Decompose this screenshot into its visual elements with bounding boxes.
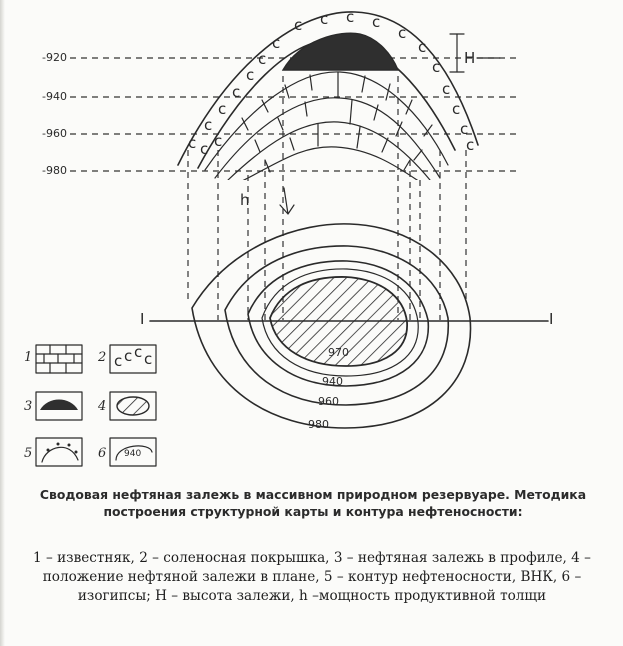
svg-text:c: c	[218, 100, 227, 118]
depth-labels	[42, 51, 67, 177]
legend-swatch-salt-cap	[110, 343, 156, 373]
svg-text:c: c	[204, 116, 213, 134]
figure-caption-title: Сводовая нефтяная залежь в массивном природном резервуаре. Методика построения структурной карты и контура нефтеносности:	[39, 487, 587, 519]
contour-label-970: 970	[328, 346, 349, 359]
legend-isohypse-label: 940	[124, 449, 142, 459]
svg-text:c: c	[134, 343, 143, 361]
svg-text:c: c	[452, 100, 461, 118]
svg-text:c: c	[114, 352, 123, 370]
svg-text:c: c	[258, 50, 267, 68]
svg-text:c: c	[398, 24, 407, 42]
label-h: h	[240, 191, 250, 209]
svg-text:c: c	[432, 58, 441, 76]
legend-num-3: 3	[24, 399, 33, 414]
legend-swatch-limestone	[36, 345, 82, 373]
depth-label-960: -960	[42, 127, 67, 140]
legend-num-6: 6	[98, 446, 107, 461]
section-label-left: I	[140, 310, 145, 328]
legend-swatch-oil-plan	[110, 392, 156, 420]
legend-num-1: 1	[24, 350, 33, 365]
svg-text:c: c	[188, 134, 197, 152]
limestone-beds	[205, 72, 451, 182]
legend-swatch-oil-profile	[36, 392, 82, 420]
label-H: H	[464, 49, 476, 67]
salt-cap-top	[178, 12, 478, 165]
legend	[24, 343, 156, 466]
figure-caption-legend: 1 – известняк, 2 – соленосная покрышка, 3 – нефтяная залежь в профиле, 4 – положение нефтяной залежи в плане, 5 – контур нефтеносности, ВНК, 6 – изогипсы; Н – высота залежи, h –мощность продуктивной толщи	[33, 550, 591, 604]
svg-text:c: c	[246, 66, 255, 84]
svg-text:c: c	[232, 83, 241, 101]
svg-text:c: c	[418, 38, 427, 56]
svg-text:c: c	[442, 80, 451, 98]
oil-height-marker	[450, 34, 500, 72]
svg-text:c: c	[144, 350, 153, 368]
svg-text:c: c	[272, 34, 281, 52]
depth-label-920: -920	[42, 51, 67, 64]
section-label-right: I	[549, 310, 554, 328]
svg-text:c: c	[460, 120, 469, 138]
legend-swatch-isohypse	[110, 438, 156, 466]
oil-pool-profile	[283, 33, 398, 70]
svg-text:c: c	[294, 16, 303, 34]
contour-label-980: 980	[308, 418, 329, 431]
structural-map	[140, 224, 553, 431]
legend-num-5: 5	[24, 446, 33, 461]
depth-label-940: -940	[42, 90, 67, 103]
legend-num-4: 4	[98, 399, 107, 414]
svg-text:c: c	[320, 10, 329, 28]
svg-text:c: c	[124, 347, 133, 365]
svg-text:c: c	[346, 8, 355, 26]
legend-num-2: 2	[98, 350, 107, 365]
legend-swatch-oil-contour	[36, 438, 82, 466]
svg-text:c: c	[466, 136, 475, 154]
svg-text:c: c	[372, 13, 381, 31]
svg-text:c: c	[200, 140, 209, 158]
depth-label-980: -980	[42, 164, 67, 177]
svg-text:c: c	[214, 132, 223, 150]
profile-section	[42, 8, 520, 320]
contour-label-960: 960	[318, 395, 339, 408]
contour-label-940: 940	[322, 375, 343, 388]
